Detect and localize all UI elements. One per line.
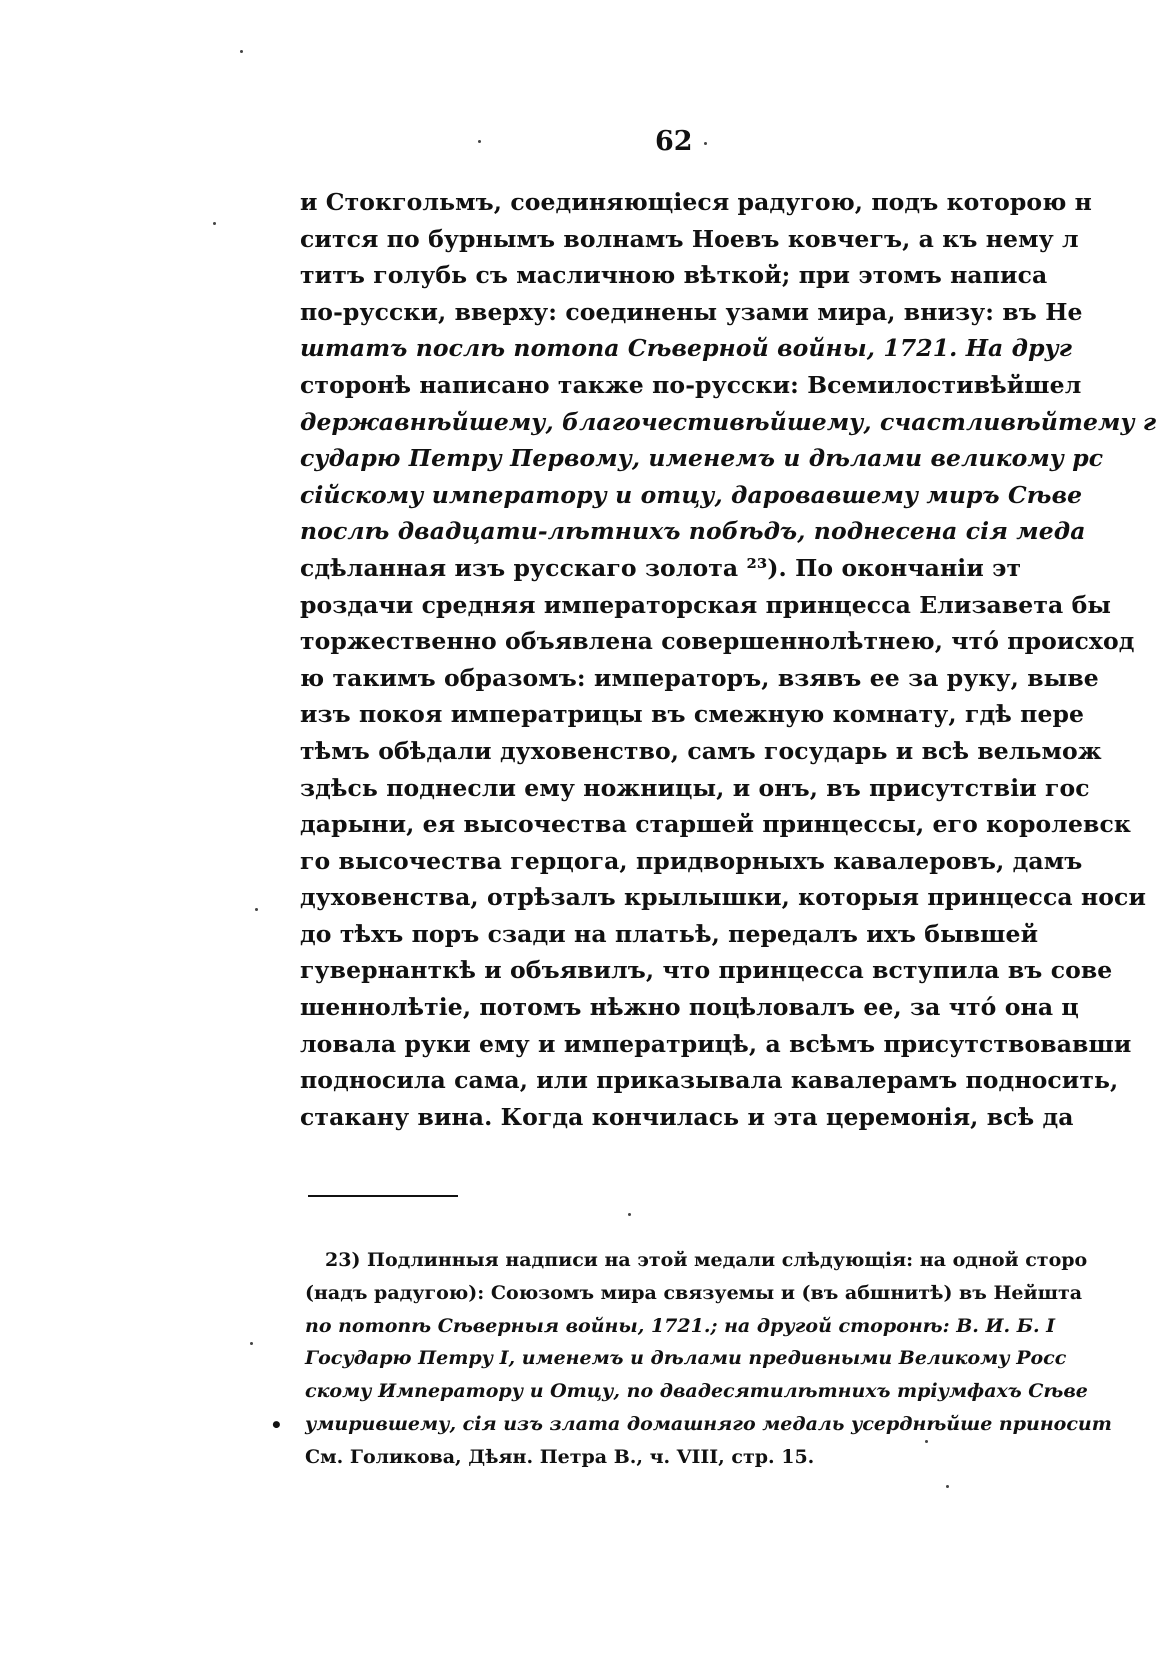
scan-speck (946, 1485, 949, 1488)
scan-speck (250, 1342, 253, 1345)
scan-speck (628, 1213, 631, 1216)
footnote-line: Государю Петру I, именемъ и дѣлами предивными Великому Росс (305, 1347, 1067, 1370)
footnote-line: См. Голикова, Дѣян. Петра В., ч. VIII, стр. 15. (305, 1445, 815, 1468)
footnote-line: 23) Подлинныя надписи на этой медали слѣдующія: на одной сторо (325, 1249, 1088, 1271)
scan-speck (213, 222, 216, 225)
footnote-line: (надъ радугою): Союзомъ мира связуемы и (въ абшнитѣ) въ Нейшта (305, 1281, 1083, 1304)
footnote-line: умирившему, сія изъ злата домашняго медаль усерднѣйше приносит (305, 1412, 1112, 1435)
text-line: ю такимъ образомъ: императоръ, взявъ ее за руку, выве (300, 663, 1099, 692)
text-line: до тѣхъ поръ сзади на платьѣ, передалъ ихъ бывшей (300, 919, 1039, 948)
scan-speck (255, 908, 258, 911)
text-line: шеннолѣтіе, потомъ нѣжно поцѣловалъ ее, за чтó она ц (300, 993, 1079, 1022)
text-line: по-русски, вверху: соединены узами мира, внизу: въ Не (300, 297, 1083, 326)
text-line: роздачи средняя императорская принцесса Елизавета бы (300, 590, 1112, 619)
page-number: 62 (655, 126, 693, 157)
footnote-separator-rule (308, 1195, 458, 1197)
text-line: го высочества герцога, придворныхъ кавалеровъ, дамъ (300, 846, 1083, 875)
scan-speck (478, 140, 481, 143)
scan-speck (704, 142, 707, 145)
text-line: державнѣйшему, благочестивѣйшему, счастливѣйтему г (300, 407, 1156, 436)
text-line: сится по бурнымъ волнамъ Ноевъ ковчегъ, а къ нему л (300, 224, 1079, 253)
text-line: штатъ послѣ потопа Сѣверной войны, 1721. На друг (300, 334, 1073, 363)
footnote-line: по потопѣ Сѣверныя войны, 1721.; на другой сторонѣ: В. И. Б. I (305, 1314, 1056, 1337)
text-line: гувернанткѣ и объявилъ, что принцесса вступила въ сове (300, 956, 1113, 985)
text-line: и Стокгольмъ, соединяющіеся радугою, подъ которою н (300, 188, 1092, 216)
text-line: сторонѣ написано также по-русски: Всемилостивѣйшел (300, 370, 1082, 399)
text-line: тѣмъ обѣдали духовенство, самъ государь и всѣ вельмож (300, 736, 1102, 765)
text-line: торжественно объявлена совершеннолѣтнею, чтó происход (300, 627, 1135, 656)
text-line: подносила сама, или приказывала кавалерамъ подносить, (300, 1066, 1119, 1095)
scan-speck (240, 50, 243, 53)
text-line: дарыни, ея высочества старшей принцессы, его королевск (300, 810, 1131, 839)
margin-bullet-mark: • (270, 1413, 283, 1437)
text-line: сійскому императору и отцу, даровавшему миръ Сѣве (300, 480, 1083, 509)
footnote-line: скому Императору и Отцу, по двадесятилѣтнихъ тріумфахъ Сѣве (305, 1380, 1088, 1403)
text-line: сударю Петру Первому, именемъ и дѣлами великому рс (300, 444, 1104, 473)
text-line: здѣсь поднесли ему ножницы, и онъ, въ присутствіи гос (300, 773, 1090, 802)
text-line: стакану вина. Когда кончилась и эта церемонія, всѣ да (300, 1102, 1074, 1131)
scan-speck (925, 1440, 928, 1443)
main-text-body (300, 184, 1156, 1135)
text-line: ловала руки ему и императрицѣ, а всѣмъ присутствовавши (300, 1029, 1132, 1058)
text-line: изъ покоя императрицы въ смежную комнату, гдѣ пере (300, 700, 1085, 729)
footnote-block (305, 1244, 1112, 1474)
text-line: сдѣланная изъ русскаго золота ²³). По окончаніи эт (300, 553, 1022, 582)
text-line: титъ голубь съ масличною вѣткой; при этомъ написа (300, 261, 1048, 290)
text-line: духовенства, отрѣзалъ крылышки, которыя принцесса носи (300, 883, 1146, 912)
text-line: послѣ двадцати-лѣтнихъ побѣдъ, поднесена сія меда (300, 517, 1086, 546)
